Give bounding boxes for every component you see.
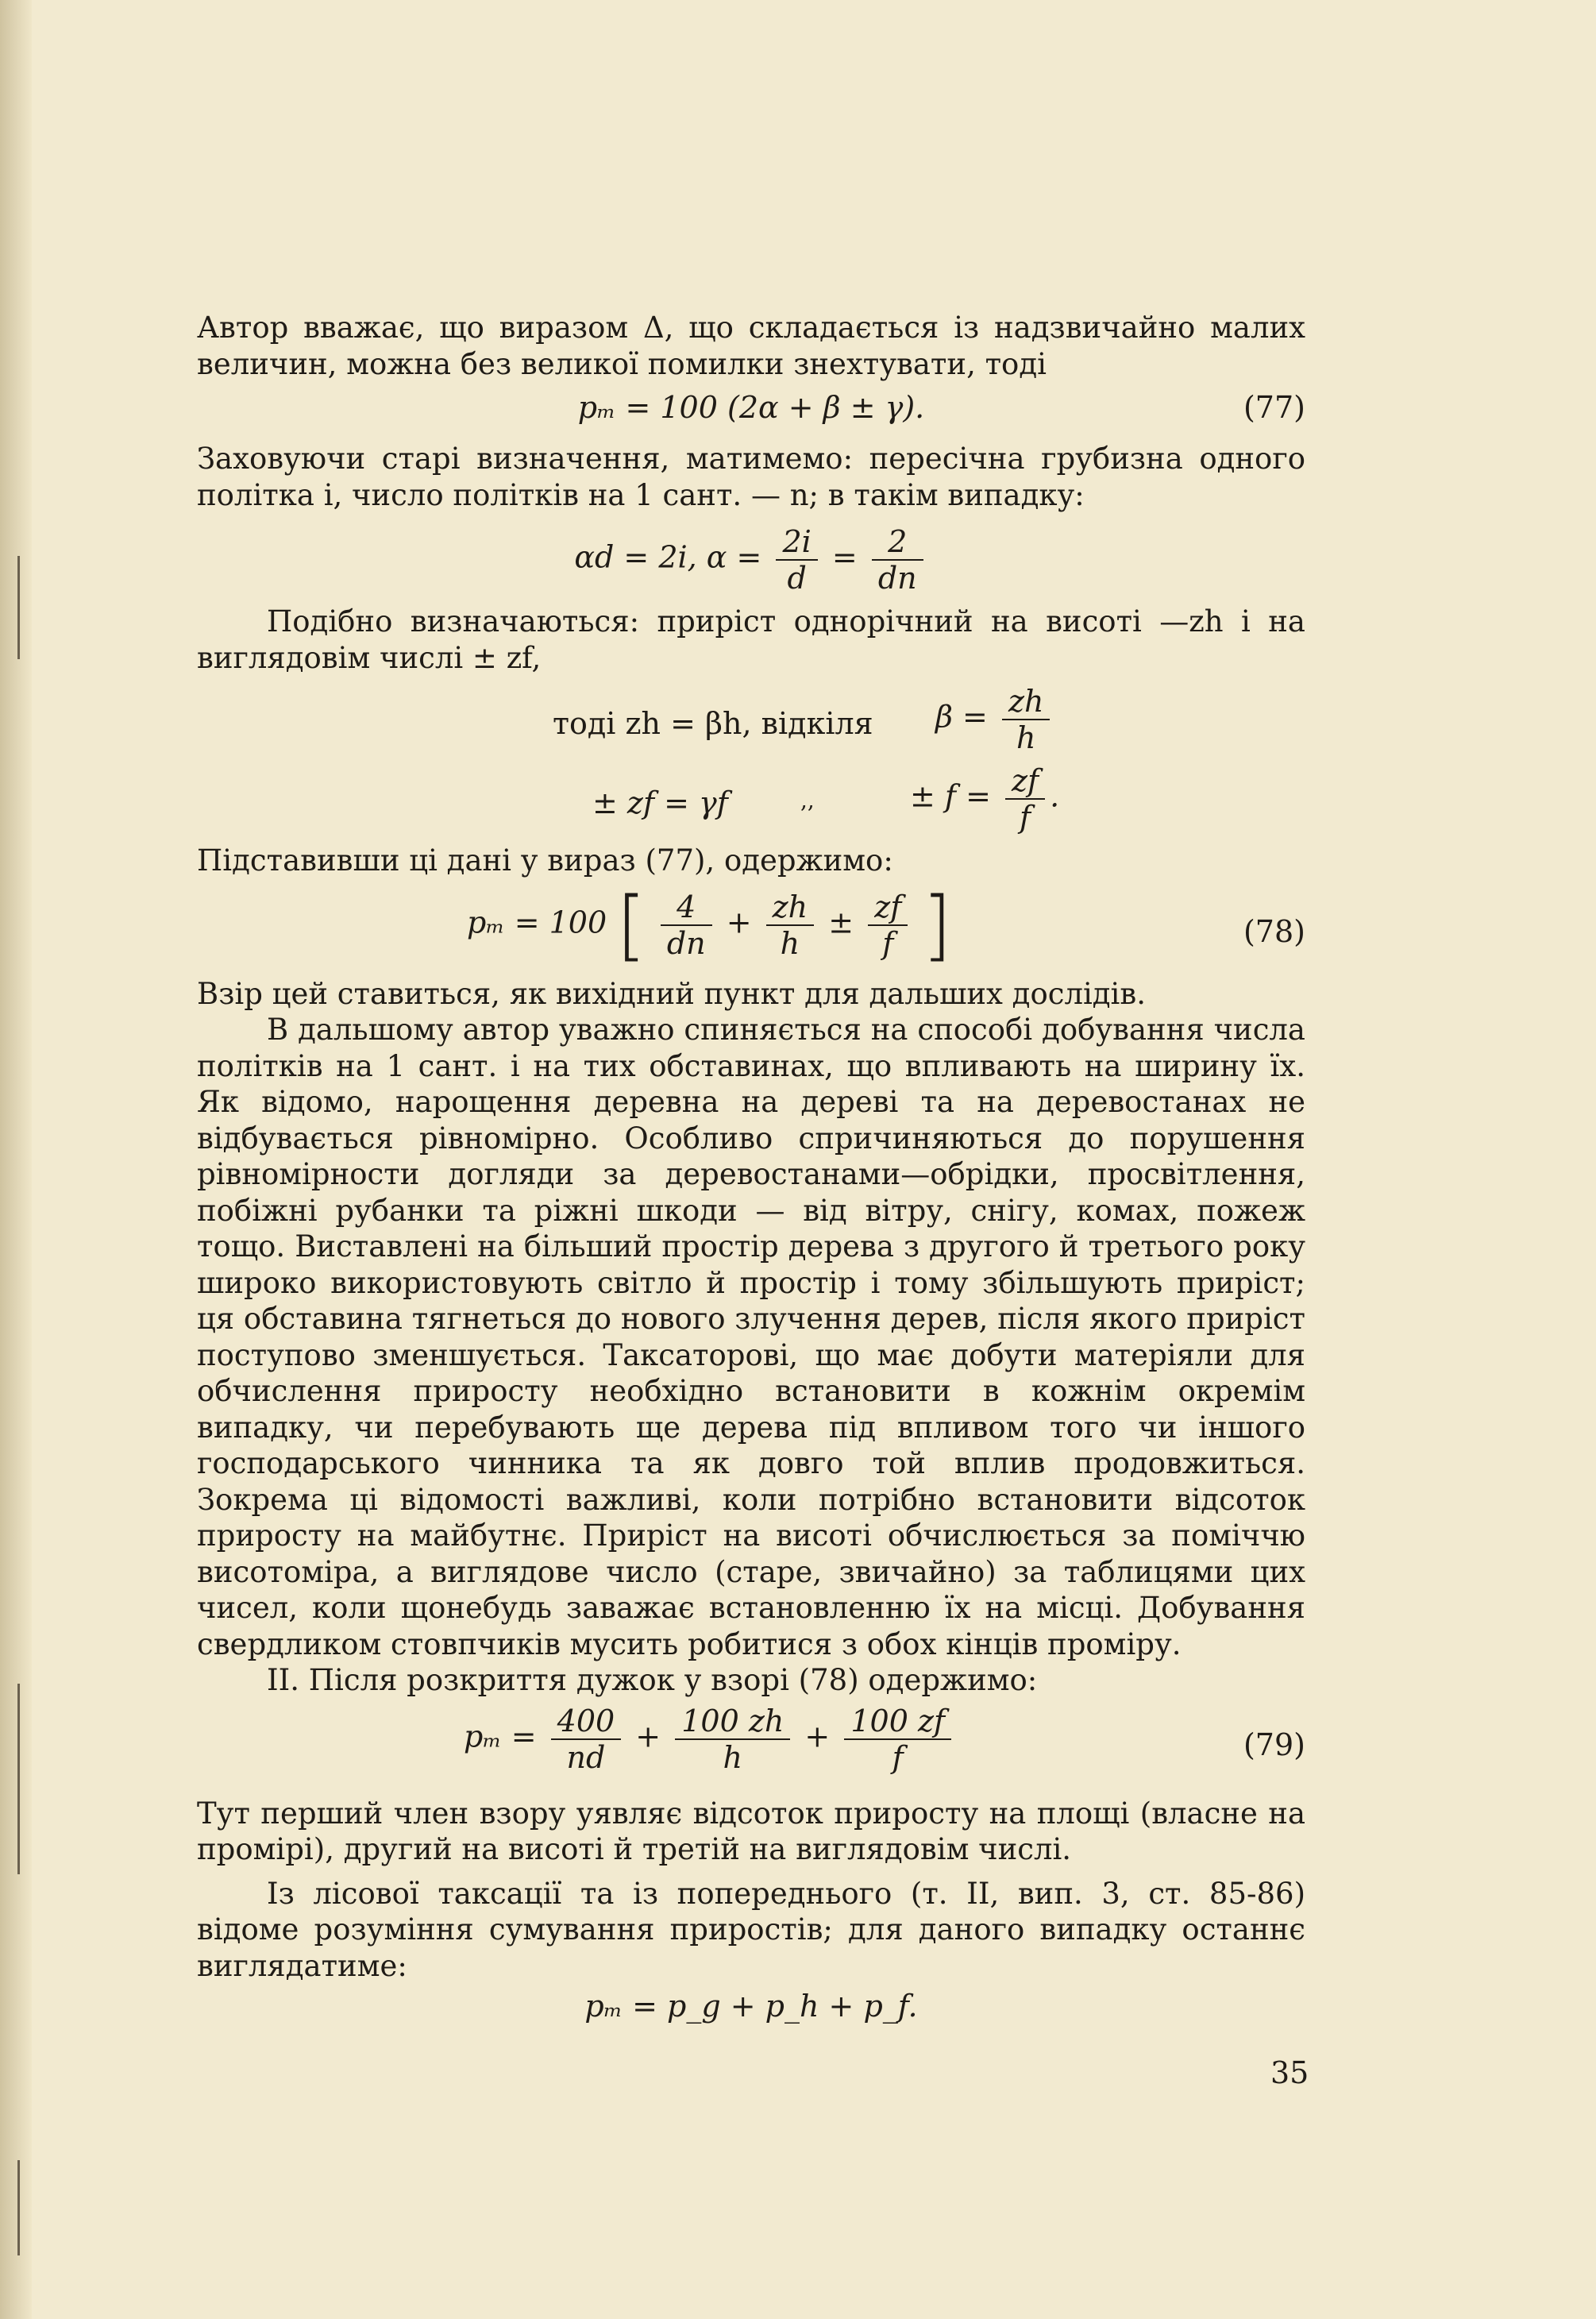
equation-final xyxy=(197,1989,1305,2039)
denominator: h xyxy=(1016,720,1036,755)
plus-sign: + xyxy=(635,1719,661,1754)
fraction xyxy=(661,889,712,961)
denominator: f xyxy=(892,1739,904,1775)
denominator: h xyxy=(723,1739,743,1775)
equation-number: (77) xyxy=(1243,390,1305,425)
rhs-label: ± f = xyxy=(910,778,991,814)
page-number: 35 xyxy=(1270,2055,1309,2090)
paragraph: Тут перший член взору уявляє відсоток приросту на площі (власне на промірі), другий на висоті й третій на виглядовім числі. xyxy=(197,1796,1305,1866)
plus-sign: + xyxy=(804,1719,831,1754)
fraction xyxy=(1005,763,1045,835)
equation-78 xyxy=(197,882,1305,976)
ditto-mark: ,, xyxy=(800,787,815,813)
equals-sign: = xyxy=(831,539,858,575)
fraction xyxy=(844,1704,951,1775)
denominator: dn xyxy=(877,561,917,596)
numerator: zh xyxy=(1002,684,1051,720)
margin-mark xyxy=(17,2160,20,2255)
equation-number: (79) xyxy=(1243,1727,1305,1762)
numerator: zf xyxy=(868,889,908,926)
margin-mark xyxy=(17,556,20,659)
equation-rhs xyxy=(910,763,1059,835)
paragraph: Підставивши ці дані у вираз (77), одержимо: xyxy=(197,843,893,878)
rhs-label: β = xyxy=(935,699,988,735)
page-edge-shadow xyxy=(0,0,32,2319)
fraction xyxy=(675,1704,790,1775)
fraction xyxy=(766,889,815,961)
denominator: h xyxy=(780,925,800,961)
equation-left: pₘ = 100 xyxy=(467,905,607,940)
denominator: f xyxy=(1020,800,1031,835)
paragraph: Взір цей ставиться, як вихідний пункт для дальших дослідів. xyxy=(197,976,1146,1011)
equation-left: αd = 2i, α = xyxy=(574,539,762,575)
paragraph: Заховуючи старі визначення, матимемо: пересічна грубизна одного політка i, число політків на 1 сант. — n; в такім випадку: xyxy=(197,442,1305,512)
paragraph: Із лісової таксації та із попереднього (т. II, вип. 3, ст. 85-86) відоме розуміння сумування приростів; для даного випадку останнє виглядатиме: xyxy=(197,1876,1305,1983)
equation-79 xyxy=(197,1704,1305,1791)
fraction xyxy=(868,889,908,961)
numerator: 400 xyxy=(551,1704,622,1740)
numerator: zh xyxy=(766,889,815,926)
equation-body xyxy=(467,880,952,970)
period: . xyxy=(1050,778,1060,814)
equation-alpha xyxy=(197,524,1305,596)
equation-77 xyxy=(197,390,1305,441)
paragraph: II. Після розкриття дужок у взорі (78) одержимо: xyxy=(267,1663,1038,1697)
denominator: d xyxy=(787,561,807,596)
equation-beta xyxy=(197,684,1305,763)
equation-rhs xyxy=(935,684,1054,755)
equation-expression: pₘ = 100 (2α + β ± γ). xyxy=(577,390,925,425)
equation-body xyxy=(464,1704,956,1775)
numerator: 100 zf xyxy=(844,1704,951,1740)
fraction xyxy=(1002,684,1051,755)
equation-lead: тоді zh = βh, відкіля xyxy=(553,706,873,741)
numerator: zf xyxy=(1005,763,1045,800)
denominator: nd xyxy=(566,1739,606,1775)
right-bracket: ] xyxy=(922,880,952,970)
equation-number: (78) xyxy=(1243,913,1305,949)
equation-gamma xyxy=(197,763,1305,843)
text-body xyxy=(197,310,1305,2039)
paragraph: Автор вважає, що виразом Δ, що складається із надзвичайно малих величин, можна без великої помилки знехтувати, тоді xyxy=(197,311,1305,381)
fraction xyxy=(872,524,923,596)
fraction xyxy=(776,524,817,596)
equation-lead: ± zf = γf xyxy=(592,785,728,820)
denominator: dn xyxy=(666,925,706,961)
plus-minus-sign: ± xyxy=(828,905,854,940)
paragraph: В дальшому автор уважно спиняється на способі добування числа політків на 1 сант. і на тих обставинах, що впливають на ширину їх. Як відомо, нарощення деревна на дереві та на деревостанах не відбувається рівномірно. Особливо спричиняються до порушення рівномірности догляди за деревостанами—обрідки, просвітлення, побіжні рубанки та ріжні шкоди — від вітру, снігу, комах, пожеж тощо. Виставлені на більший простір дерева з другого й третього року широко використовують світло й простір і тому збільшують приріст; ця обставина тягнеться до нового злучення дерев, після якого приріст поступово зменшується. Таксаторові, що має добути матеріяли для обчислення приросту необхідно встановити в кожнім окремім випадку, чи перебувають ще дерева під впливом того чи іншого господарського чинника та як довго той вплив продовжиться. Зокрема ці відомості важливі, коли потрібно встановити відсоток приросту на майбутнє. Приріст на висоті обчислюється за поміччю висотоміра, а виглядове число (старе, звичайно) за таблицями цих чисел, коли щонебудь заважає встановленню їх на місці. Добування свердликом стовпчиків мусить робитися з обох кінців проміру. xyxy=(197,1013,1305,1661)
numerator: 4 xyxy=(661,889,712,926)
numerator: 2 xyxy=(872,524,923,561)
equation-expression: pₘ = p_g + p_h + p_f. xyxy=(584,1989,918,2024)
numerator: 100 zh xyxy=(675,1704,790,1740)
plus-sign: + xyxy=(726,905,752,940)
left-bracket: [ xyxy=(616,880,646,970)
denominator: f xyxy=(882,925,894,961)
margin-mark xyxy=(17,1684,20,1874)
equation-left: pₘ = xyxy=(464,1719,537,1754)
paragraph: Подібно визначаються: приріст однорічний на висоті —zh і на виглядовім числі ± zf, xyxy=(197,604,1305,675)
fraction xyxy=(551,1704,622,1775)
numerator: 2i xyxy=(776,524,817,561)
